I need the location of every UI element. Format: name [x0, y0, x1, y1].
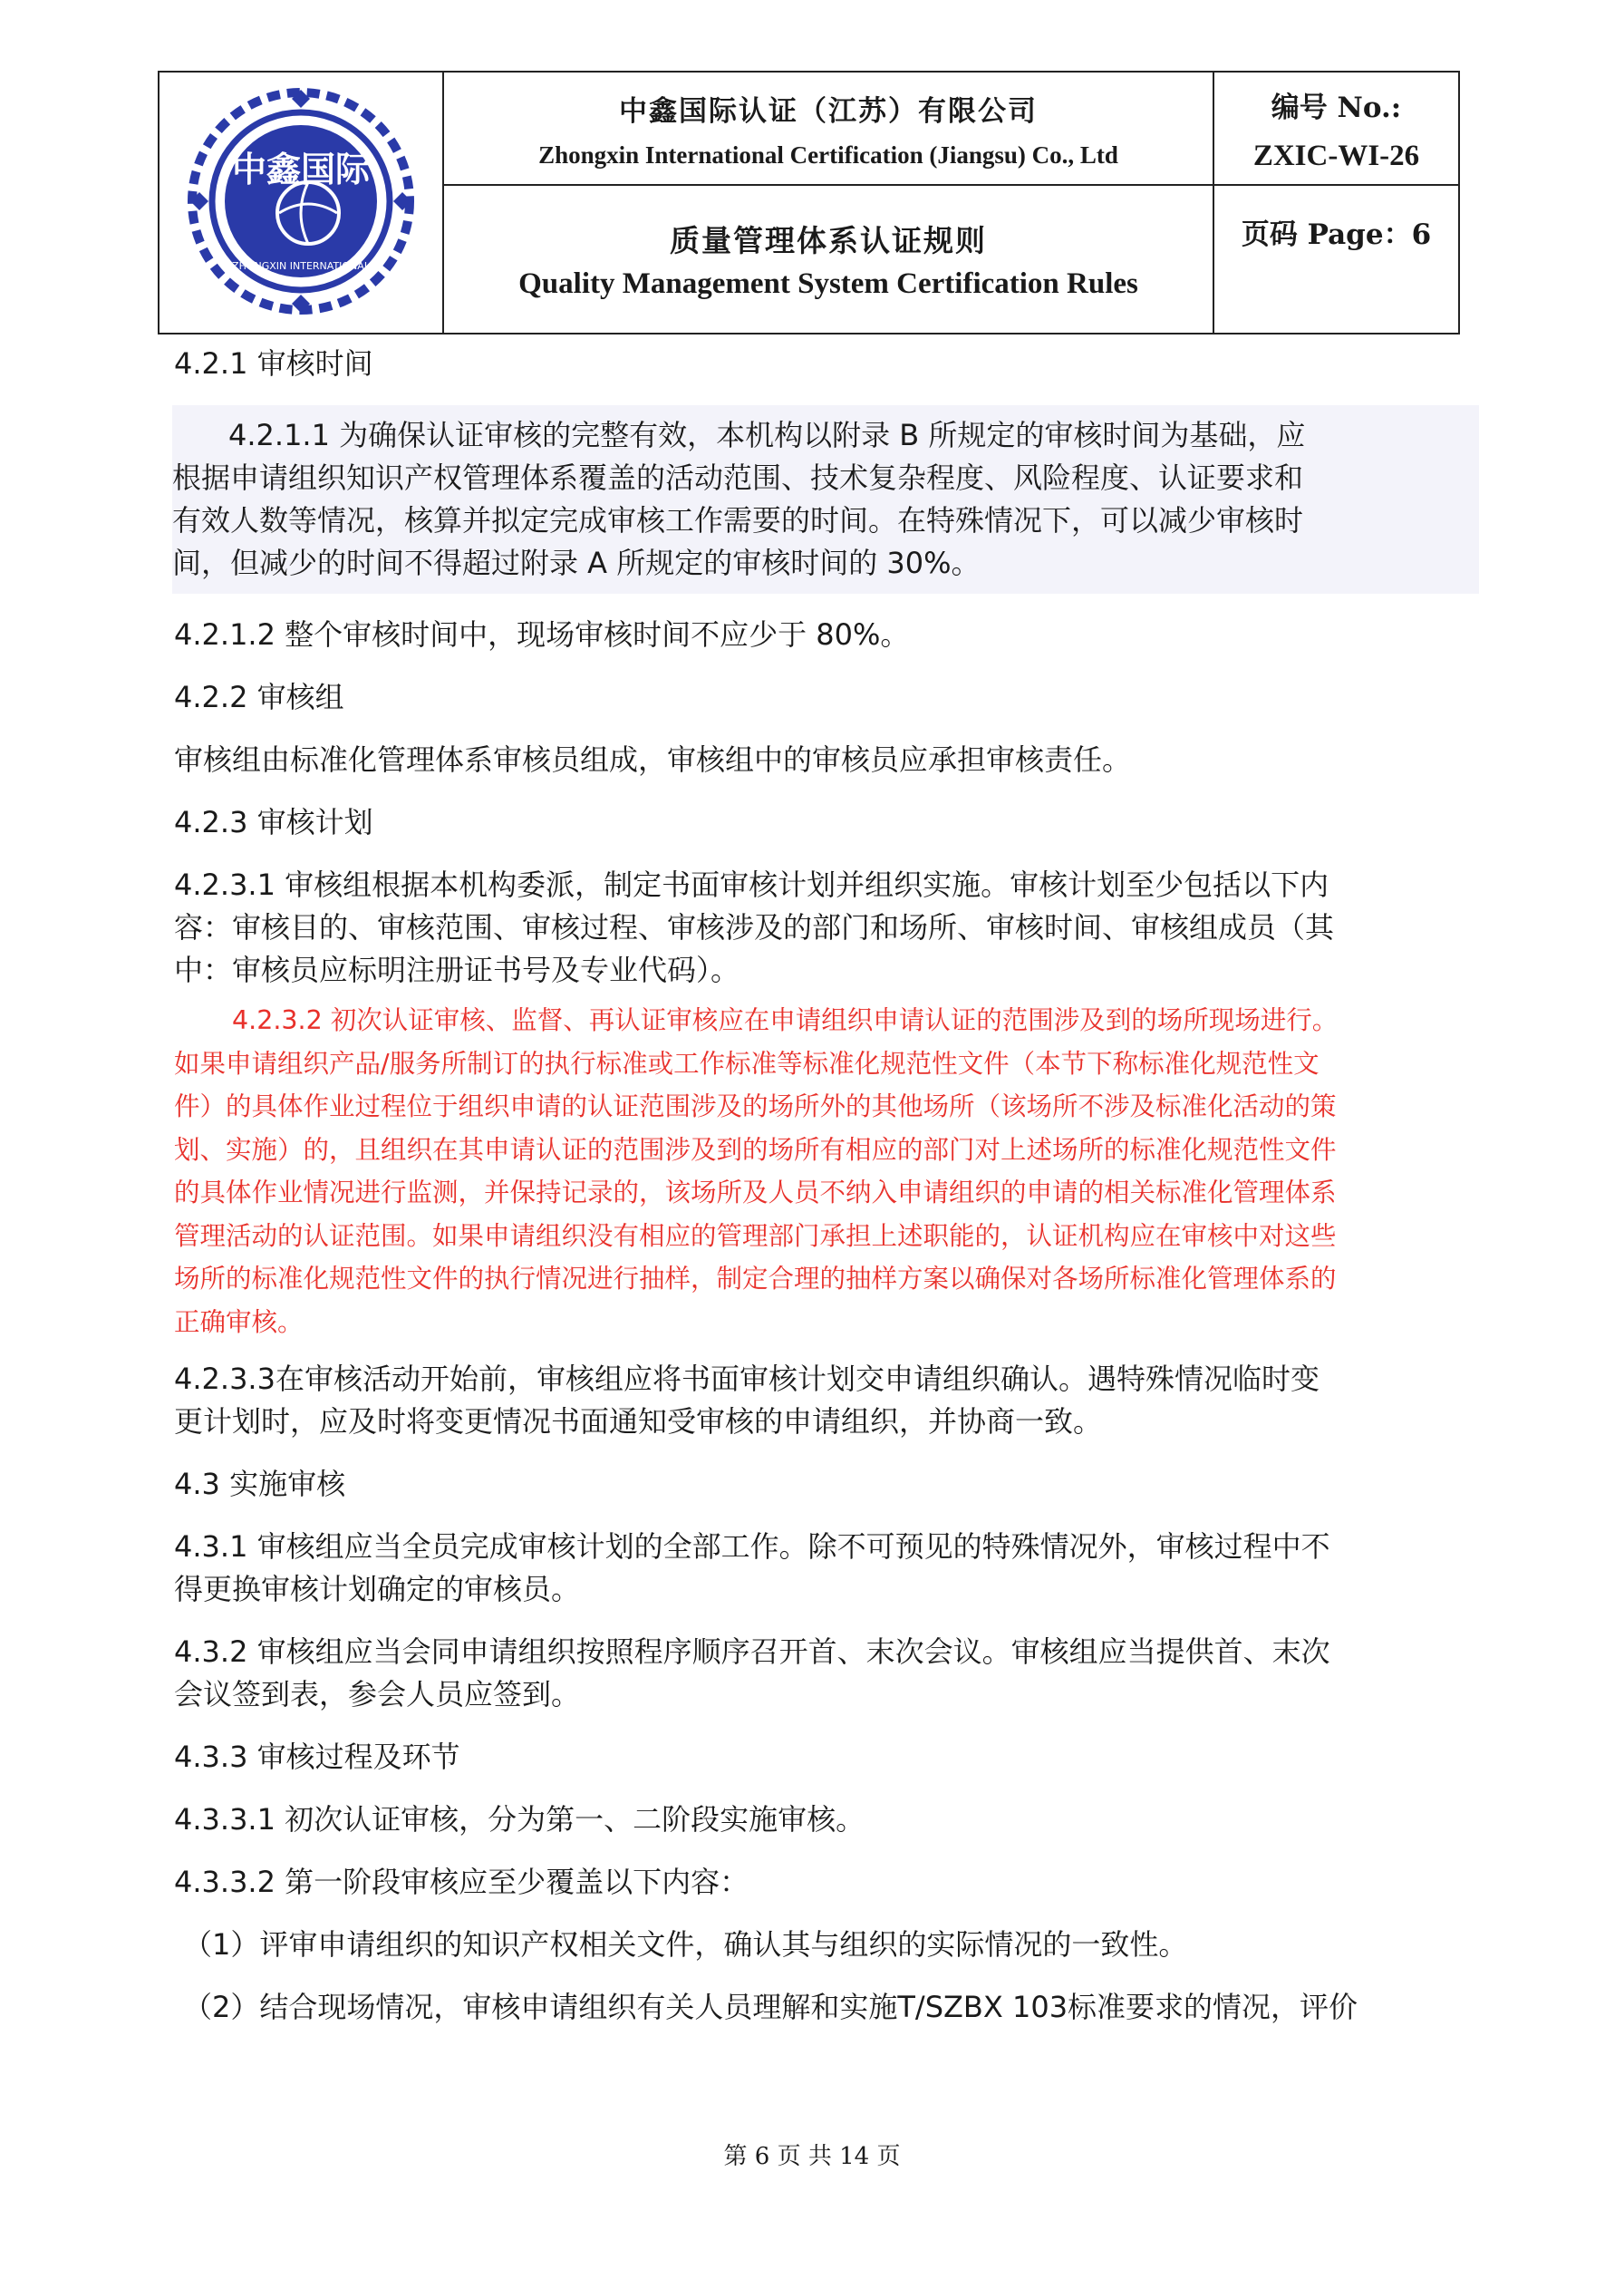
red-line: 场所的标准化规范性文件的执行情况进行抽样，制定合理的抽样方案以确保对各场所标准化管理体系的: [174, 1264, 1337, 1294]
paragraph-line: 更计划时，应及时将变更情况书面通知受审核的申请组织，并协商一致。: [174, 1404, 1103, 1439]
company-logo-icon: [172, 77, 430, 325]
list-item: （2）结合现场情况，审核申请组织有关人员理解和实施T/SZBX 103标准要求的情况，评价: [183, 1990, 1358, 2024]
highlighted-paragraph: [172, 405, 1479, 594]
logo-cell: [159, 72, 443, 334]
paragraph-line: 得更换审核计划确定的审核员。: [174, 1572, 581, 1606]
document-header: [158, 71, 1460, 334]
list-item: （1）评审申请组织的知识产权相关文件，确认其与组织的实际情况的一致性。: [183, 1927, 1188, 1962]
section-heading: 4.2.1 审核时间: [174, 346, 373, 381]
paragraph-line: 4.3.1 审核组应当全员完成审核计划的全部工作。除不可预见的特殊情况外，审核过程中不: [174, 1529, 1330, 1564]
red-line: 划、实施）的，且组织在其申请认证的范围涉及到的场所有相应的部门对上述场所的标准化规范性文件: [174, 1134, 1337, 1165]
paragraph-line: 根据申请组织知识产权管理体系覆盖的活动范围、技术复杂程度、风险程度、认证要求和: [172, 461, 1304, 495]
paragraph-line: 间，但减少的时间不得超过附录 A 所规定的审核时间的 30%。: [172, 546, 981, 580]
paragraph-block: [174, 864, 1479, 992]
paragraph-line: 4.2.3.1 审核组根据本机构委派，制定书面审核计划并组织实施。审核计划至少包括以下内: [174, 868, 1329, 902]
paragraph-line: 4.3.2 审核组应当会同申请组织按照程序顺序召开首、末次会议。审核组应当提供首、末次: [174, 1634, 1330, 1669]
paragraph: 4.2.1.2 整个审核时间中，现场审核时间不应少于 80%。: [174, 617, 910, 652]
company-name-en: Zhongxin International Certification (Jiangsu) Co., Ltd: [538, 141, 1118, 169]
code-cell: [1213, 72, 1459, 185]
red-line: 管理活动的认证范围。如果申请组织没有相应的管理部门承担上述职能的，认证机构应在审核中对这些: [174, 1220, 1337, 1251]
page-footer: 第 6 页 共 14 页: [723, 2143, 901, 2170]
section-heading: 4.2.2 审核组: [174, 680, 344, 714]
page-cell: [1213, 185, 1459, 334]
paragraph-line: 容：审核目的、审核范围、审核过程、审核涉及的部门和场所、审核时间、审核组成员（其: [174, 910, 1335, 945]
paragraph: 4.3.3.2 第一阶段审核应至少覆盖以下内容：: [174, 1865, 749, 1899]
red-annotated-paragraph: [174, 999, 1479, 1343]
paragraph-line: 4.2.3.3在审核活动开始前，审核组应将书面审核计划交申请组织确认。遇特殊情况临时变: [174, 1362, 1320, 1396]
paragraph-block: [174, 1631, 1479, 1716]
red-line: 4.2.3.2 初次认证审核、监督、再认证审核应在申请组织申请认证的范围涉及到的场所现场进行。: [232, 1005, 1339, 1035]
company-name-cn: 中鑫国际认证（江苏）有限公司: [619, 94, 1038, 128]
doc-title-en: Quality Management System Certification Rules: [518, 267, 1138, 300]
page-number: 页码 Page：6: [1241, 218, 1432, 251]
paragraph-line: 有效人数等情况，核算并拟定完成审核工作需要的时间。在特殊情况下，可以减少审核时: [172, 503, 1304, 538]
paragraph: 4.3.3.1 初次认证审核，分为第一、二阶段实施审核。: [174, 1802, 865, 1837]
paragraph-line: 4.2.1.1 为确保认证审核的完整有效，本机构以附录 B 所规定的审核时间为基础，应: [228, 418, 1306, 452]
red-line: 的具体作业情况进行监测，并保持记录的，该场所及人员不纳入申请组织的申请的相关标准化管理体系: [174, 1178, 1337, 1207]
logo-text-en: ZHONGXIN INTERNATIONAL: [232, 259, 370, 272]
section-heading: 4.3.3 审核过程及环节: [174, 1740, 460, 1774]
paragraph-block: [174, 1358, 1479, 1443]
paragraph-line: 会议签到表，参会人员应签到。: [174, 1677, 581, 1711]
section-heading: 4.2.3 审核计划: [174, 805, 373, 839]
section-heading: 4.3 实施审核: [174, 1467, 346, 1501]
code-label: 编号 No.:: [1271, 91, 1402, 124]
code-value: ZXIC-WI-26: [1252, 139, 1420, 172]
company-cell: [443, 72, 1213, 185]
paragraph-block: [174, 1526, 1479, 1611]
paragraph-line: 中：审核员应标明注册证书号及专业代码）。: [174, 953, 740, 987]
red-line: 如果申请组织产品/服务所制订的执行标准或工作标准等标准化规范性文件（本节下称标准化规范性文: [174, 1048, 1320, 1079]
document-body: [174, 343, 1479, 2049]
doc-title-cell: [443, 185, 1213, 334]
paragraph: 审核组由标准化管理体系审核员组成，审核组中的审核员应承担审核责任。: [174, 742, 1132, 777]
red-line: 正确审核。: [174, 1306, 304, 1337]
red-line: 件）的具体作业过程位于组织申请的认证范围涉及的场所外的其他场所（该场所不涉及标准化活动的策: [174, 1091, 1337, 1121]
logo-text-cn: 中鑫国际: [231, 149, 371, 189]
doc-title-cn: 质量管理体系认证规则: [670, 223, 987, 258]
